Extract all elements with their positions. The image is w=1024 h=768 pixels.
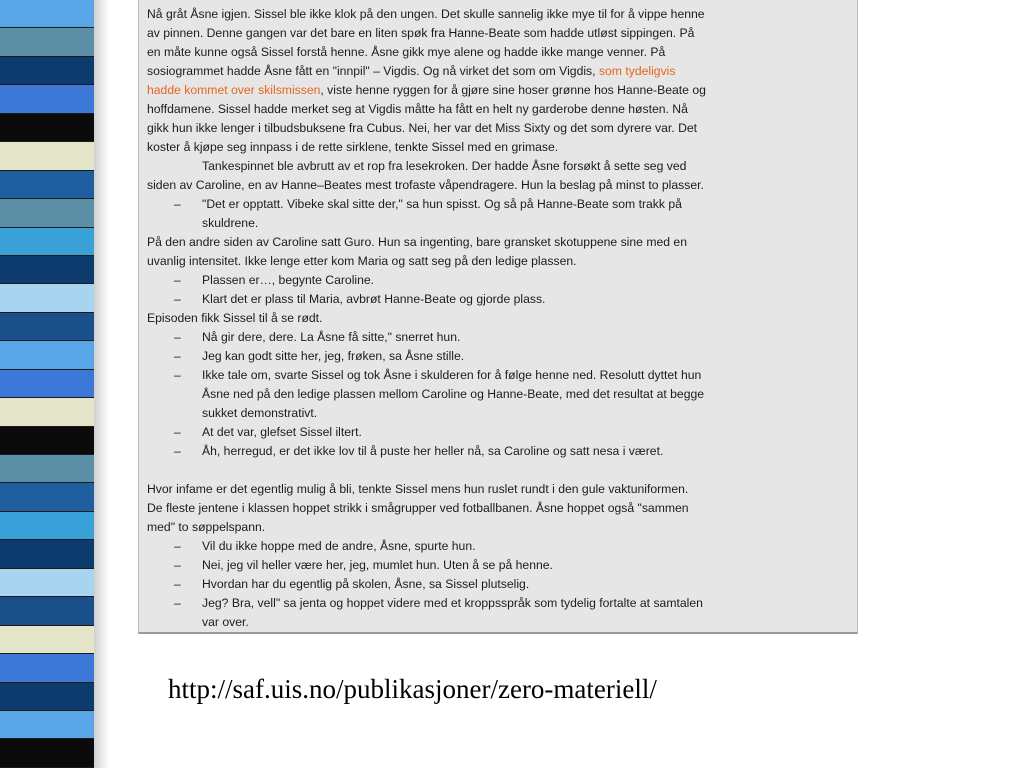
text-line: Åsne ned på den ledige plassen mellom Caroline og Hanne-Beate, med det resultat at begge <box>202 387 705 401</box>
text-line: De fleste jentene i klassen hoppet strikk i smågrupper ved fotballbanen. Åsne hoppet også "sammen <box>147 501 689 515</box>
text-line <box>147 62 849 81</box>
stripe-block <box>0 228 94 256</box>
stripe-block <box>0 739 94 767</box>
dash-bullet: – <box>174 596 181 610</box>
line-text: "Det er opptatt. Vibeke skal sitte der," sa hun spisst. Og så på Hanne-Beate som trakk på <box>202 197 682 211</box>
line-text: Nei, jeg vil heller være her, jeg, mumlet hun. Uten å se på henne. <box>202 558 553 572</box>
text-line: koster å kjøpe seg innpass i de rette sirklene, tenkte Sissel med en grimase. <box>147 140 559 154</box>
stripe-block <box>0 0 94 28</box>
text-line: siden av Caroline, en av Hanne–Beates mest trofaste våpendragere. Hun la beslag på minst to plasser. <box>147 178 704 192</box>
text-line: av pinnen. Denne gangen var det bare en liten spøk fra Hanne-Beate som hadde utløst sippingen. På <box>147 26 695 40</box>
dialogue-item <box>147 442 849 461</box>
decorative-stripe-bar <box>0 0 110 768</box>
text-line: en måte kunne også Sissel forstå henne. Åsne gikk mye alene og hadde ikke mange venner. På <box>147 45 666 59</box>
stripe-block <box>0 654 94 682</box>
dash-bullet: – <box>174 577 181 591</box>
text-line: På den andre siden av Caroline satt Guro. Hun sa ingenting, bare gransket skotuppene sine med en <box>147 235 687 249</box>
scanned-text-excerpt <box>138 0 858 634</box>
line-text: Klart det er plass til Maria, avbrøt Hanne-Beate og gjorde plass. <box>202 292 546 306</box>
source-url: http://saf.uis.no/publikasjoner/zero-materiell/ <box>168 674 657 704</box>
text-line: hoffdamene. Sissel hadde merket seg at Vigdis måtte ha fått en helt ny garderobe denne høsten. Nå <box>147 102 688 116</box>
text-line: gikk hun ikke lenger i tilbudsbuksene fra Cubus. Nei, her var det Miss Sixty og det som dyrere var. Det <box>147 121 698 135</box>
stripe-block <box>0 114 94 142</box>
stripe-block <box>0 171 94 199</box>
dialogue-item <box>147 537 849 556</box>
stripe-block <box>0 256 94 284</box>
dash-bullet: – <box>174 539 181 553</box>
text-line: uvanlig intensitet. Ikke lenge etter kom Maria og satt seg på den ledige plassen. <box>147 254 577 268</box>
stripe-shadow <box>94 0 110 768</box>
line-text: At det var, glefset Sissel iltert. <box>202 425 362 439</box>
dash-bullet: – <box>174 349 181 363</box>
dialogue-item <box>147 594 849 613</box>
dash-bullet: – <box>174 558 181 572</box>
text-line: skuldrene. <box>202 216 259 230</box>
text-line: Hvor infame er det egentlig mulig å bli, tenkte Sissel mens hun ruslet rundt i den gule vaktuniformen. <box>147 482 689 496</box>
stripe-block <box>0 626 94 654</box>
stripe-blocks <box>0 0 94 768</box>
stripe-block <box>0 57 94 85</box>
dash-bullet: – <box>174 330 181 344</box>
text-line: sukket demonstrativt. <box>202 406 318 420</box>
highlighted-text: hadde kommet over skilsmissen <box>147 83 321 97</box>
line-text: , viste henne ryggen for å gjøre sine hoser grønne hos Hanne-Beate og <box>320 83 706 97</box>
stripe-block <box>0 284 94 312</box>
stripe-block <box>0 512 94 540</box>
dash-bullet: – <box>174 273 181 287</box>
stripe-block <box>0 711 94 739</box>
blank-line <box>147 461 849 480</box>
line-text: sosiogrammet hadde Åsne fått en "innpil" – Vigdis. Og nå virket det som om Vigdis, <box>147 64 599 78</box>
stripe-block <box>0 341 94 369</box>
line-text: Nå gir dere, dere. La Åsne få sitte," snerret hun. <box>202 330 461 344</box>
line-text: Hvordan har du egentlig på skolen, Åsne, sa Sissel plutselig. <box>202 577 530 591</box>
stripe-block <box>0 142 94 170</box>
stripe-block <box>0 455 94 483</box>
text-line: Nå gråt Åsne igjen. Sissel ble ikke klok på den ungen. Det skulle sannelig ikke mye til for å vippe henne <box>147 7 705 21</box>
dialogue-item <box>147 271 849 290</box>
stripe-block <box>0 540 94 568</box>
dash-bullet: – <box>174 292 181 306</box>
dash-bullet: – <box>174 444 181 458</box>
text-line: med" to søppelspann. <box>147 520 266 534</box>
stripe-block <box>0 427 94 455</box>
highlighted-text: som tydeligvis <box>598 64 676 78</box>
text-line <box>147 81 849 100</box>
stripe-block <box>0 483 94 511</box>
dash-bullet: – <box>174 197 181 211</box>
stripe-block <box>0 199 94 227</box>
stripe-block <box>0 398 94 426</box>
stripe-block <box>0 683 94 711</box>
dash-bullet: – <box>174 425 181 439</box>
stripe-block <box>0 597 94 625</box>
dialogue-item <box>147 556 849 575</box>
text-line: Episoden fikk Sissel til å se rødt. <box>147 311 323 325</box>
stripe-block <box>0 569 94 597</box>
dialogue-item <box>147 290 849 309</box>
dialogue-item <box>147 195 849 214</box>
stripe-block <box>0 370 94 398</box>
stripe-block <box>0 313 94 341</box>
line-text: Jeg kan godt sitte her, jeg, frøken, sa Åsne stille. <box>202 349 465 363</box>
line-text: Jeg? Bra, vell" sa jenta og hoppet videre med et kroppsspråk som tydelig fortalte at samtalen <box>202 596 703 610</box>
stripe-block <box>0 85 94 113</box>
dialogue-item <box>147 347 849 366</box>
line-text: Ikke tale om, svarte Sissel og tok Åsne i skulderen for å følge henne ned. Resolutt dyttet hun <box>202 368 702 382</box>
line-text: Vil du ikke hoppe med de andre, Åsne, spurte hun. <box>202 539 476 553</box>
dialogue-item <box>147 366 849 385</box>
dash-bullet: – <box>174 368 181 382</box>
dialogue-item <box>147 328 849 347</box>
line-text: Plassen er…, begynte Caroline. <box>202 273 375 287</box>
line-text: Åh, herregud, er det ikke lov til å puste her heller nå, sa Caroline og satt nesa i været. <box>202 444 664 458</box>
dialogue-item <box>147 423 849 442</box>
text-line: var over. <box>202 615 249 629</box>
paragraph-first-line: Tankespinnet ble avbrutt av et rop fra lesekroken. Der hadde Åsne forsøkt å sette seg ved <box>202 159 687 173</box>
dialogue-item <box>147 575 849 594</box>
stripe-block <box>0 28 94 56</box>
